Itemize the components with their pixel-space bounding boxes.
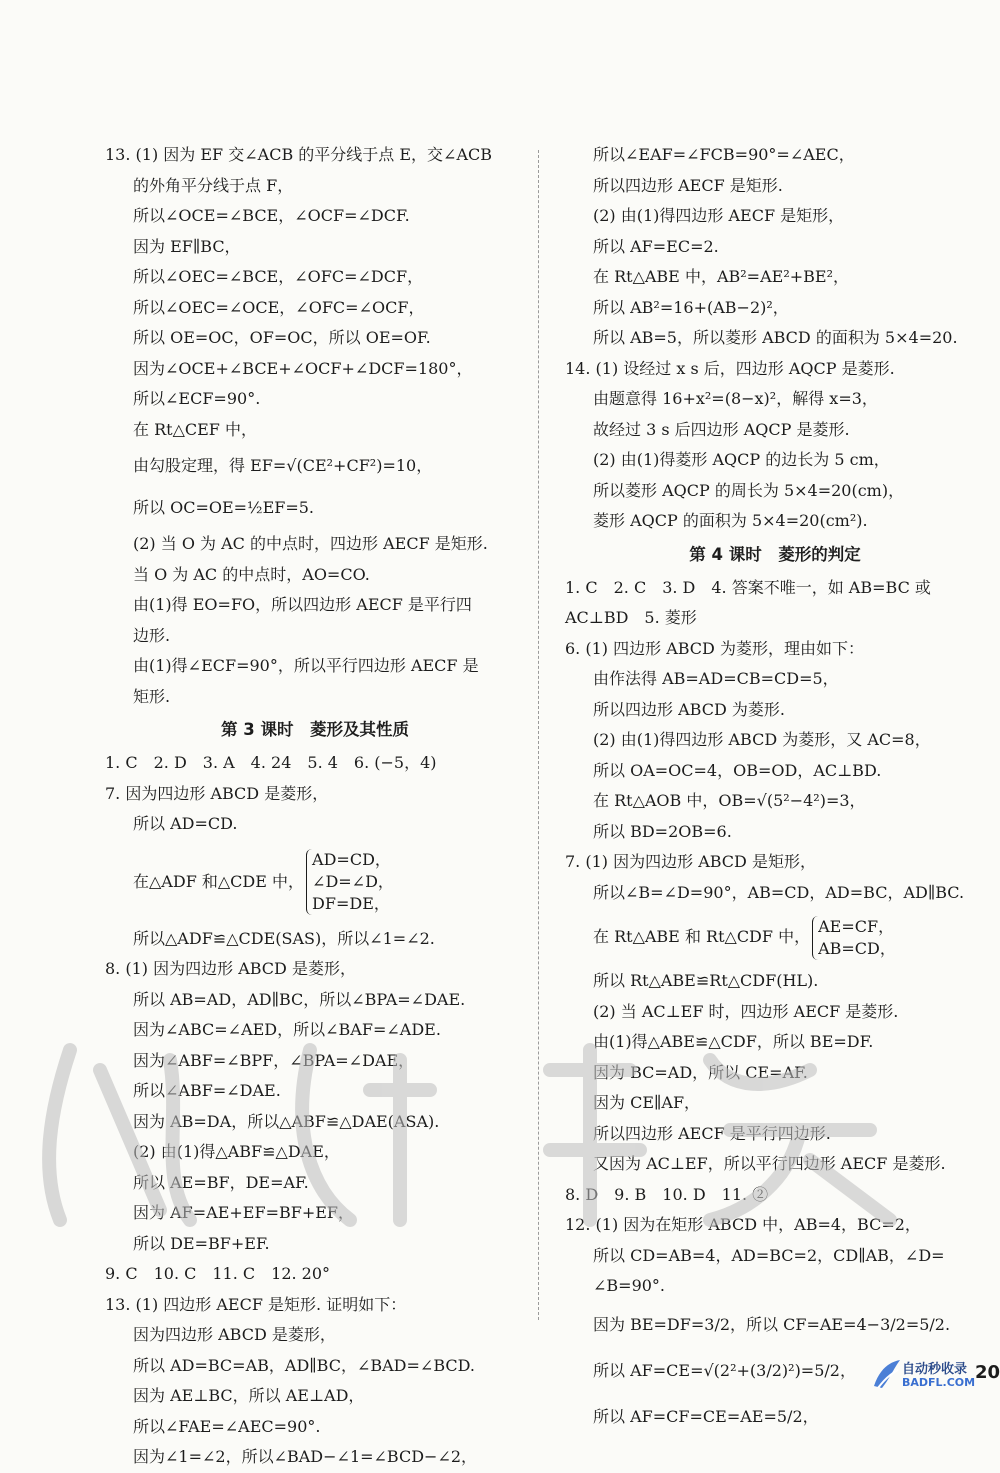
brace-condition-group	[306, 849, 394, 915]
text-line	[565, 354, 985, 385]
line-text: 9. C 10. C 11. C 12. 20°	[105, 1264, 331, 1283]
line-text: 因为∠OCE+∠BCE+∠OCF+∠DCF=180°，	[133, 358, 473, 378]
line-text: 因为∠ABC=∠AED，所以∠BAF=∠ADE.	[133, 1020, 441, 1039]
line-text: (2) 由(1)得△ABF≌△DAE，	[133, 1142, 340, 1161]
text-line	[105, 924, 525, 955]
text-line	[565, 1394, 985, 1440]
line-text: 7. 因为四边形 ABCD 是菱形，	[105, 783, 329, 803]
line-text: 边形.	[133, 625, 171, 645]
line-text: 所以△ADF≌△CDE(SAS)，所以∠1=∠2.	[133, 928, 435, 948]
text-line	[565, 786, 985, 817]
text-line	[565, 997, 985, 1028]
line-text: 因为 AB=DA，所以△ABF≌△DAE(ASA).	[133, 1111, 440, 1131]
line-text: 在 Rt△AOB 中，OB=√(5²−4²)=3，	[593, 791, 866, 810]
text-line	[105, 1046, 525, 1077]
line-text: 所以 OE=OC，OF=OC，所以 OE=OF.	[133, 328, 431, 347]
line-text: 由题意得 16+x²=(8−x)²，解得 x=3，	[593, 389, 878, 408]
brace-condition: AB=CD，	[818, 938, 896, 958]
line-text: 由(1)得∠ECF=90°，所以平行四边形 AECF 是	[133, 656, 479, 675]
line-text: 所以 AB²=16+(AB−2)²，	[593, 297, 789, 317]
line-text: 所以 AB=5，所以菱形 ABCD 的面积为 5×4=20.	[593, 328, 958, 347]
text-line	[105, 1381, 525, 1412]
text-line	[105, 140, 525, 171]
line-text: 因为 CE∥AF，	[593, 1093, 701, 1112]
text-line	[565, 1210, 985, 1241]
line-text: 因为∠ABF=∠BPF，∠BPA=∠DAE，	[133, 1050, 415, 1070]
text-line	[565, 171, 985, 202]
line-text: 所以 CD=AB=4，AD=BC=2，CD∥AB，∠D=	[593, 1245, 945, 1265]
line-text: 所以四边形 AECF 是矩形.	[593, 175, 783, 195]
line-text: 所以 OC=OE=½EF=5.	[133, 498, 315, 517]
line-text: (2) 当 O 为 AC 的中点时，四边形 AECF 是矩形.	[133, 534, 488, 553]
line-text: 在 Rt△ABE 和 Rt△CDF 中，	[593, 927, 811, 946]
brace-condition-group	[812, 916, 896, 960]
line-text: 第 3 课时 菱形及其性质	[221, 720, 409, 739]
line-text: 6. (1) 四边形 ABCD 为菱形，理由如下：	[565, 638, 864, 658]
text-line	[105, 682, 525, 713]
text-line	[565, 1088, 985, 1119]
text-line	[105, 354, 525, 385]
text-line	[105, 954, 525, 985]
line-text: 由(1)得△ABE≌△CDF，所以 BE=DF.	[593, 1032, 874, 1051]
text-line	[565, 664, 985, 695]
line-text: 所以 AF=CE=√(2²+(3/2)²)=5/2，	[593, 1360, 856, 1380]
line-text: 所以 Rt△ABE≌Rt△CDF(HL).	[593, 971, 819, 990]
text-line	[105, 201, 525, 232]
text-line	[565, 293, 985, 324]
line-text: ∠B=90°.	[593, 1276, 666, 1295]
line-text: 因为 BE=DF=3/2，所以 CF=AE=4−3/2=5/2.	[593, 1314, 951, 1334]
line-text: 在 Rt△CEF 中，	[133, 419, 257, 439]
brace-condition: AE=CF，	[818, 916, 895, 936]
text-line	[565, 262, 985, 293]
line-text: 又因为 AC⊥EF，所以平行四边形 AECF 是菱形.	[593, 1154, 946, 1173]
text-line	[105, 840, 525, 924]
line-text: 13. (1) 四边形 AECF 是矩形. 证明如下：	[105, 1294, 407, 1314]
section-heading	[565, 537, 985, 573]
line-text: 菱形 AQCP 的面积为 5×4=20(cm²).	[593, 511, 868, 530]
text-line	[565, 725, 985, 756]
site-logo	[872, 1356, 984, 1396]
text-line	[105, 1412, 525, 1443]
text-line	[565, 1119, 985, 1150]
line-text: 在△ADF 和△CDE 中，	[133, 871, 305, 891]
text-line	[105, 323, 525, 354]
line-text: 的外角平分线于点 F，	[133, 175, 294, 195]
line-text: 第 4 课时 菱形的判定	[689, 544, 861, 564]
text-line	[105, 1076, 525, 1107]
text-line	[105, 487, 525, 529]
text-line	[565, 756, 985, 787]
text-line	[565, 908, 985, 966]
right-column	[565, 140, 985, 1440]
left-column	[105, 140, 525, 1473]
line-text: AC⊥BD 5. 菱形	[565, 608, 697, 627]
text-line	[565, 1241, 985, 1272]
text-line	[565, 323, 985, 354]
line-text: 所以 AF=CF=CE=AE=5/2，	[593, 1406, 819, 1426]
text-line	[105, 1290, 525, 1321]
line-text: 14. (1) 设经过 x s 后，四边形 AQCP 是菱形.	[565, 358, 895, 378]
line-text: 因为四边形 ABCD 是菱形，	[133, 1325, 336, 1344]
line-text: 所以 AE=BF，DE=AF.	[133, 1172, 309, 1192]
line-text: 所以∠OEC=∠OCE，∠OFC=∠OCF，	[133, 297, 425, 317]
text-line	[105, 415, 525, 446]
text-line	[105, 748, 525, 779]
text-line	[105, 779, 525, 810]
text-line	[105, 590, 525, 621]
line-text: (2) 当 AC⊥EF 时，四边形 AECF 是菱形.	[593, 1001, 899, 1021]
page-number: 20	[974, 1362, 1000, 1383]
line-text: 所以 DE=BF+EF.	[133, 1233, 270, 1253]
text-line	[105, 262, 525, 293]
text-line	[565, 878, 985, 909]
line-text: 由勾股定理，得 EF=√(CE²+CF²)=10，	[133, 456, 433, 475]
line-text: 所以四边形 ABCD 为菱形.	[593, 699, 785, 719]
brace-condition: AD=CD，	[312, 850, 391, 869]
text-line	[105, 1198, 525, 1229]
text-line	[565, 415, 985, 446]
line-text: 矩形.	[133, 686, 171, 706]
text-line	[565, 1058, 985, 1089]
text-line	[105, 1229, 525, 1260]
text-line	[565, 1027, 985, 1058]
text-line	[105, 1168, 525, 1199]
line-text: 因为∠1=∠2，所以∠BAD−∠1=∠BCD−∠2，	[133, 1447, 478, 1466]
text-line	[565, 1180, 985, 1211]
line-text: 所以∠B=∠D=90°，AB=CD，AD=BC，AD∥BC.	[593, 882, 965, 902]
line-text: (2) 由(1)得菱形 AQCP 的边长为 5 cm，	[593, 450, 890, 469]
text-line	[565, 1302, 985, 1348]
brace-condition: ∠D=∠D，	[312, 872, 394, 891]
section-heading	[105, 712, 525, 748]
text-line	[105, 1015, 525, 1046]
text-line	[565, 1271, 985, 1302]
line-text: 因为 BC=AD，所以 CE=AF.	[593, 1062, 808, 1082]
line-text: (2) 由(1)得四边形 ABCD 为菱形，又 AC=8，	[593, 730, 931, 749]
line-text: 因为 AF=AE+EF=BF+EF，	[133, 1203, 355, 1222]
text-line	[565, 817, 985, 848]
text-line	[105, 1320, 525, 1351]
line-text: 所以 OA=OC=4，OB=OD，AC⊥BD.	[593, 760, 882, 780]
line-text: 所以 AD=CD.	[133, 814, 238, 833]
text-line	[565, 603, 985, 634]
line-text: 所以∠EAF=∠FCB=90°=∠AEC，	[593, 145, 855, 164]
line-text: 所以∠ABF=∠DAE.	[133, 1081, 281, 1100]
text-line	[565, 476, 985, 507]
line-text: 8. D 9. B 10. D 11. ②	[565, 1184, 769, 1204]
line-text: 所以 BD=2OB=6.	[593, 821, 732, 841]
logo-wing-icon	[872, 1358, 902, 1392]
line-text: 8. (1) 因为四边形 ABCD 是菱形，	[105, 959, 356, 978]
text-line	[105, 1107, 525, 1138]
text-line	[105, 1137, 525, 1168]
line-text: 因为 AE⊥BC，所以 AE⊥AD，	[133, 1386, 365, 1405]
text-line	[565, 695, 985, 726]
text-line	[105, 384, 525, 415]
line-text: 所以∠ECF=90°.	[133, 389, 261, 408]
text-line	[565, 232, 985, 263]
text-line	[105, 171, 525, 202]
text-line	[105, 560, 525, 591]
text-line	[105, 621, 525, 652]
line-text: 13. (1) 因为 EF 交∠ACB 的平分线于点 E，交∠ACB	[105, 145, 493, 164]
text-line	[105, 1351, 525, 1382]
logo-text-primary: 自动秒收录	[902, 1362, 968, 1377]
text-line	[105, 293, 525, 324]
brace-condition: DF=DE，	[312, 894, 390, 913]
line-text: 1. C 2. C 3. D 4. 答案不唯一，如 AB=BC 或	[565, 577, 931, 597]
line-text: 所以 AD=BC=AB，AD∥BC，∠BAD=∠BCD.	[133, 1355, 475, 1375]
text-line	[565, 573, 985, 604]
line-text: 1. C 2. D 3. A 4. 24 5. 4 6. (−5，4)	[105, 753, 437, 772]
line-text: 当 O 为 AC 的中点时，AO=CO.	[133, 564, 370, 584]
line-text: 因为 EF∥BC，	[133, 236, 241, 256]
line-text: 在 Rt△ABE 中，AB²=AE²+BE²，	[593, 267, 849, 286]
logo-text-domain: BADFL.COM	[902, 1376, 976, 1389]
text-line	[105, 529, 525, 560]
text-line	[105, 1442, 525, 1473]
text-line	[565, 634, 985, 665]
column-divider	[538, 150, 539, 1320]
line-text: 故经过 3 s 后四边形 AQCP 是菱形.	[593, 419, 850, 439]
text-line	[105, 651, 525, 682]
text-line	[105, 985, 525, 1016]
text-line	[105, 445, 525, 487]
text-line	[565, 1149, 985, 1180]
text-line	[565, 506, 985, 537]
line-text: 所以四边形 AECF 是平行四边形.	[593, 1123, 831, 1143]
text-line	[565, 966, 985, 997]
line-text: 12. (1) 因为在矩形 ABCD 中，AB=4，BC=2，	[565, 1215, 921, 1234]
line-text: 由作法得 AB=AD=CB=CD=5，	[593, 669, 839, 688]
line-text: 所以 AF=EC=2.	[593, 236, 719, 256]
line-text: (2) 由(1)得四边形 AECF 是矩形，	[593, 206, 845, 225]
line-text: 由(1)得 EO=FO，所以四边形 AECF 是平行四	[133, 595, 472, 614]
text-line	[105, 809, 525, 840]
line-text: 所以∠OCE=∠BCE，∠OCF=∠DCF.	[133, 206, 410, 225]
line-text: 所以∠OEC=∠BCE，∠OFC=∠DCF，	[133, 267, 424, 286]
line-text: 所以∠FAE=∠AEC=90°.	[133, 1416, 321, 1436]
text-line	[565, 445, 985, 476]
line-text: 所以菱形 AQCP 的周长为 5×4=20(cm)，	[593, 480, 905, 500]
line-text: 所以 AB=AD，AD∥BC，所以∠BPA=∠DAE.	[133, 989, 466, 1009]
text-line	[565, 384, 985, 415]
text-line	[565, 847, 985, 878]
text-line	[565, 201, 985, 232]
text-line	[105, 1259, 525, 1290]
text-line	[565, 140, 985, 171]
line-text: 7. (1) 因为四边形 ABCD 是矩形，	[565, 852, 816, 871]
text-line	[105, 232, 525, 263]
